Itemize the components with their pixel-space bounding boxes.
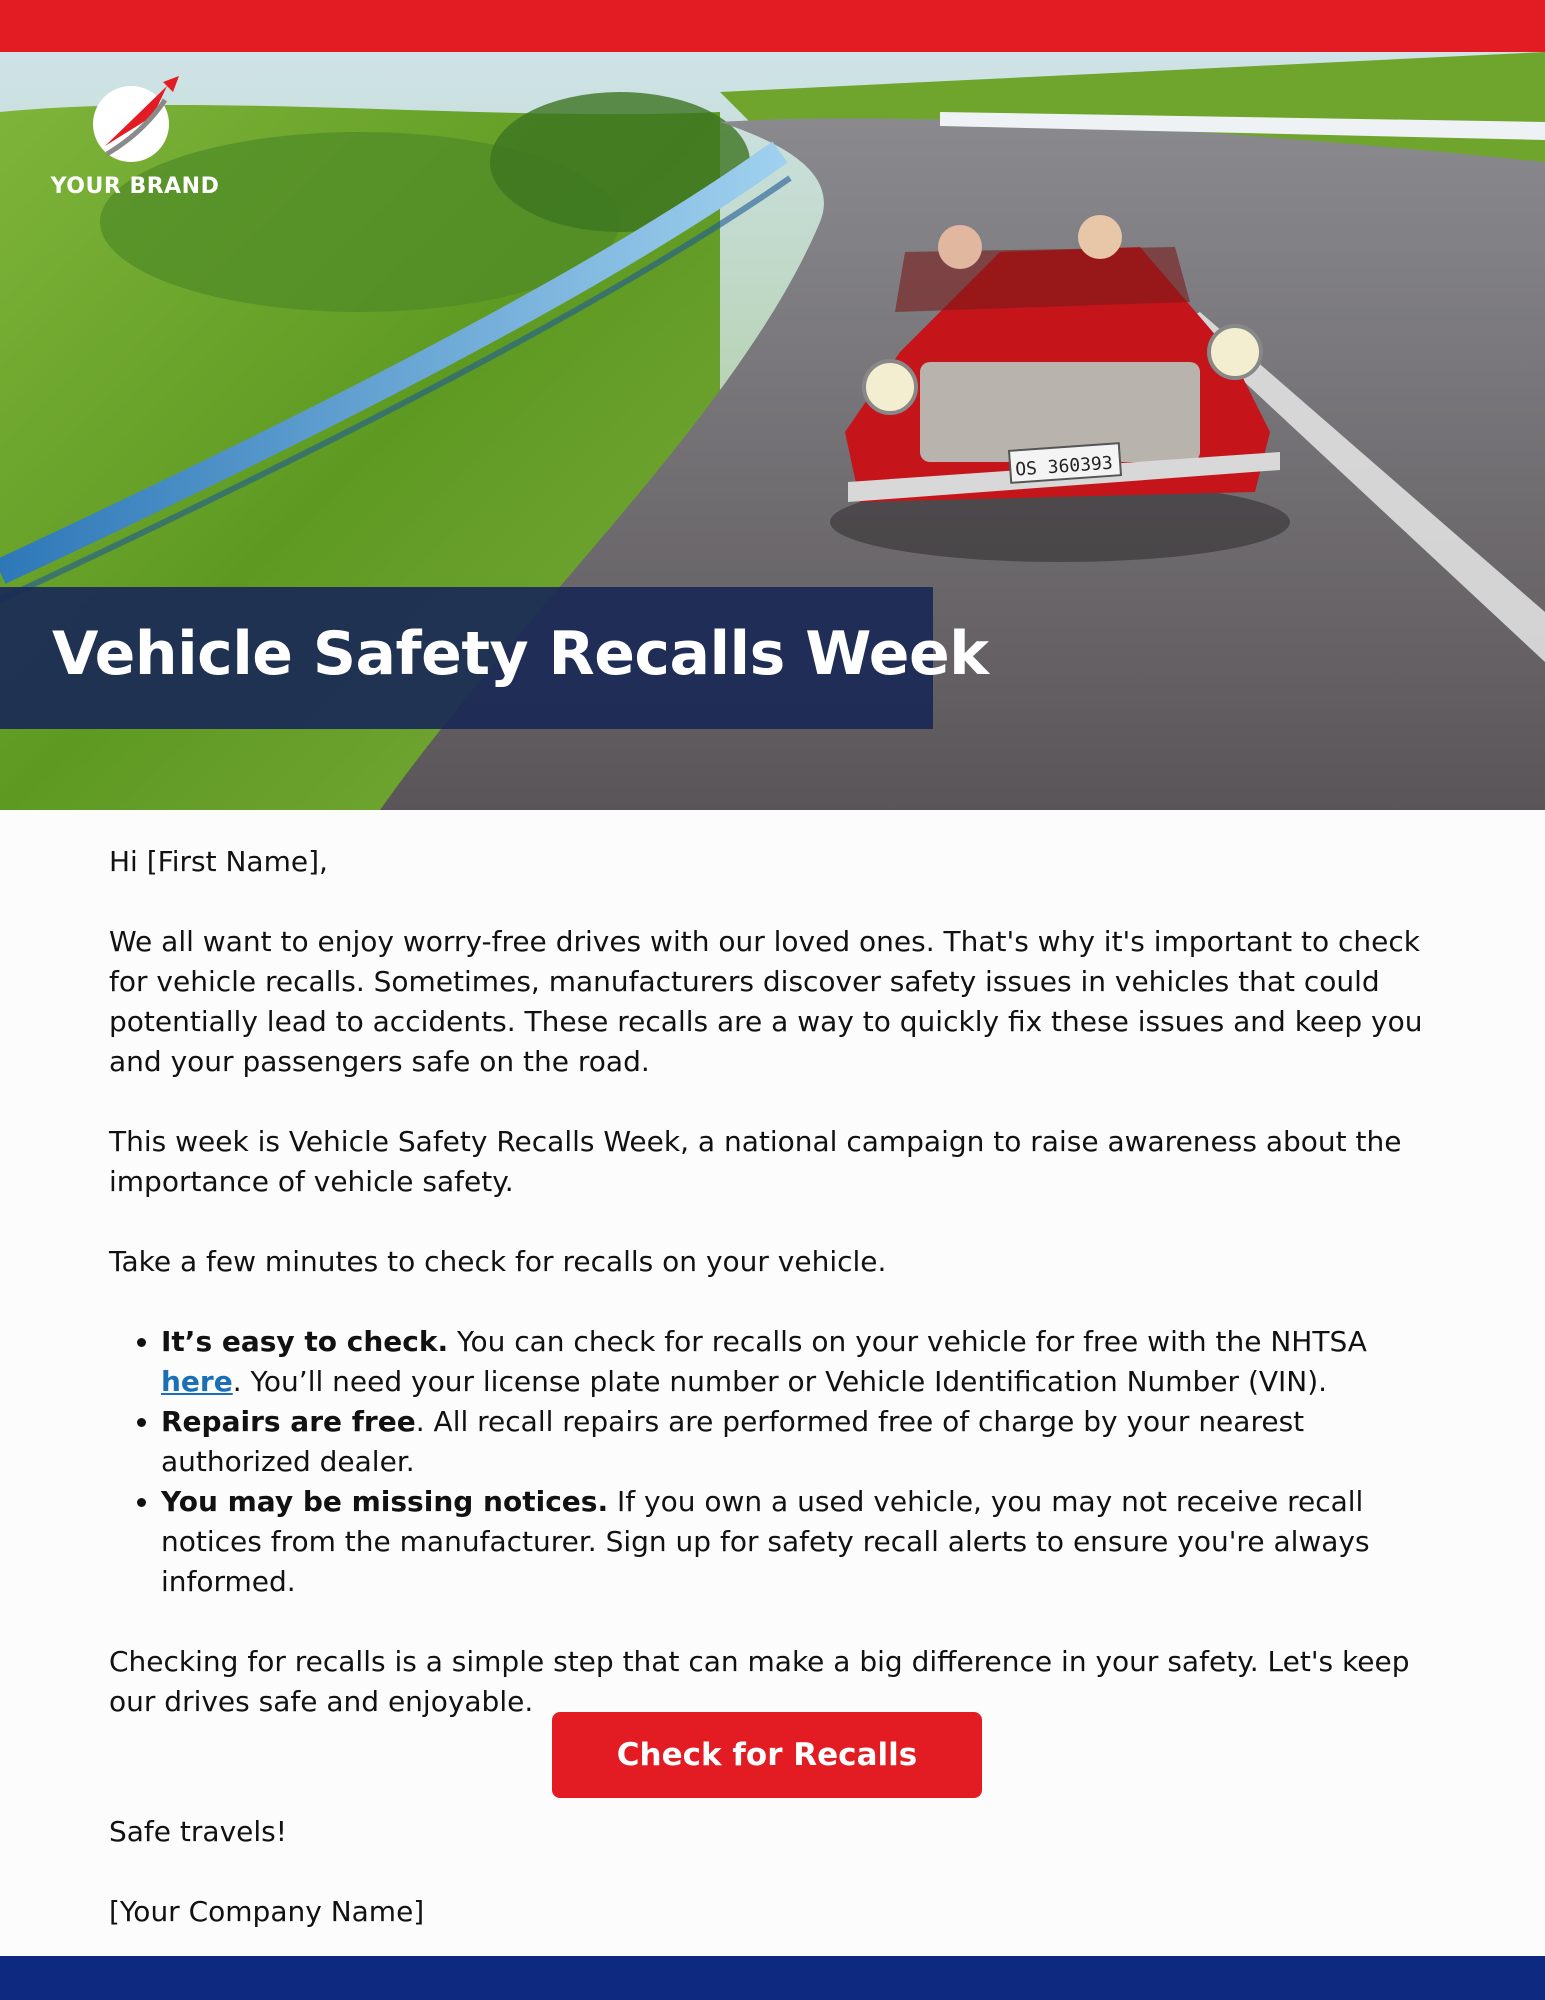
company-name: [Your Company Name]: [109, 1895, 425, 1928]
list-item: [161, 1482, 1449, 1602]
top-accent-bar: [0, 0, 1545, 52]
brand-name: YOUR BRAND: [50, 174, 220, 199]
rocket-swoosh-icon: [87, 72, 183, 168]
closing-paragraph: Checking for recalls is a simple step that can make a big difference in your safety. Let's keep our drives safe and enjoyable.: [109, 1645, 1410, 1718]
bullet-text: You can check for recalls on your vehicle for free with the NHTSA: [448, 1325, 1367, 1358]
page-title: Vehicle Safety Recalls Week: [52, 619, 989, 689]
bullet-text: If you own a used vehicle, you may not receive recall notices from the manufacturer. Sign up for safety recall alerts to ensure you're always informed.: [161, 1485, 1370, 1598]
signature-block: [109, 1798, 424, 1932]
brand-logo-block[interactable]: [40, 72, 230, 199]
signoff-text: Safe travels!: [109, 1815, 287, 1848]
check-for-recalls-button[interactable]: Check for Recalls: [552, 1712, 982, 1798]
campaign-paragraph: This week is Vehicle Safety Recalls Week, a national campaign to raise awareness about the importance of vehicle safety.: [109, 1125, 1402, 1198]
license-plate-text: OS 360393: [1014, 452, 1114, 481]
intro-paragraph: We all want to enjoy worry-free drives with our loved ones. That's why it's important to check for vehicle recalls. Sometimes, manufacturers discover safety issues in vehicles that could potentially lead to accidents. These recalls are a way to quickly fix these issues and keep you and your passengers safe on the road.: [109, 925, 1423, 1078]
bullet-text: . All recall repairs are performed free of charge by your nearest authorized dealer.: [161, 1405, 1305, 1478]
call-paragraph: Take a few minutes to check for recalls on your vehicle.: [109, 1245, 887, 1278]
bullet-heading: You may be missing notices.: [161, 1485, 609, 1518]
bullet-text: . You’ll need your license plate number or Vehicle Identification Number (VIN).: [232, 1365, 1328, 1398]
title-band: [0, 587, 989, 729]
email-body: [109, 842, 1449, 1762]
bullet-heading: Repairs are free: [161, 1405, 416, 1438]
bottom-accent-bar: [0, 1956, 1545, 2000]
greeting: Hi [First Name],: [109, 845, 328, 878]
list-item: [161, 1322, 1449, 1402]
bullet-heading: It’s easy to check.: [161, 1325, 449, 1358]
list-item: [161, 1402, 1449, 1482]
benefits-list: [161, 1322, 1449, 1602]
nhtsa-here-link[interactable]: here: [161, 1365, 233, 1398]
